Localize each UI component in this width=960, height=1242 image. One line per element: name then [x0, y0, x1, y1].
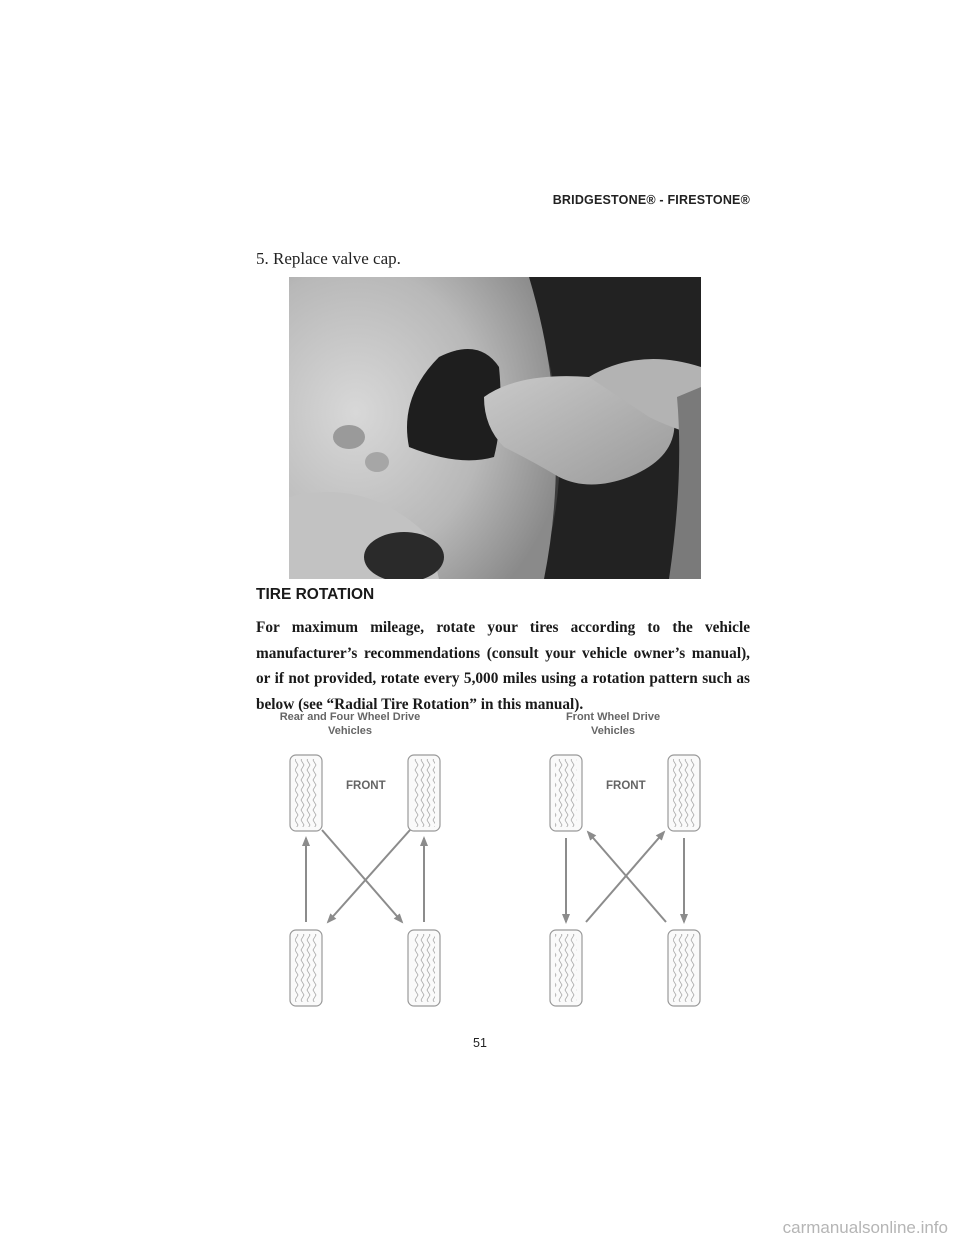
fwd-tire-rear-left [550, 930, 582, 1006]
fwd-front-label: FRONT [606, 780, 646, 792]
rear-4wd-arrow-fr-to-rl [328, 830, 410, 922]
section-heading: TIRE ROTATION [256, 586, 375, 603]
fwd-arrow-rl-to-fr [586, 832, 664, 922]
running-header: BRIDGESTONE® - FIRESTONE® [552, 193, 750, 207]
rear-4wd-arrow-fl-to-rr [322, 830, 402, 922]
rear-4wd-title-line2: Vehicles [327, 725, 373, 737]
rear-4wd-tire-rear-right [408, 930, 440, 1006]
fwd-title-line2: Vehicles [590, 725, 636, 737]
rear-4wd-tire-rear-left [290, 930, 322, 1006]
tire-rotation-diagram [270, 700, 740, 1030]
fwd-tire-rear-right [668, 930, 700, 1006]
fwd-arrow-rr-to-fl [588, 832, 666, 922]
rear-4wd-front-label: FRONT [346, 780, 386, 792]
body-paragraph: For maximum mileage, rotate your tires according to the vehicle manufacturer’s recommendations (consult your vehicle owner’s manual), or if not provided, rotate every 5,000 miles using a rotation pattern such as below (see “Radial Tire Rotation” in this manual). [256, 619, 750, 713]
page-number: 51 [473, 1036, 487, 1050]
rear-4wd-tire-front-left [290, 755, 322, 831]
fwd-title-line1: Front Wheel Drive [565, 711, 661, 723]
rear-4wd-title-line1: Rear and Four Wheel Drive [279, 711, 421, 723]
rear-4wd-tire-front-right [408, 755, 440, 831]
fwd-tire-front-right [668, 755, 700, 831]
watermark: carmanualsonline.info [782, 1218, 948, 1237]
valve-cap-photo [289, 277, 701, 579]
fwd-tire-front-left [550, 755, 582, 831]
rotation-svg [270, 700, 740, 1030]
step-text: 5. Replace valve cap. [256, 249, 401, 268]
